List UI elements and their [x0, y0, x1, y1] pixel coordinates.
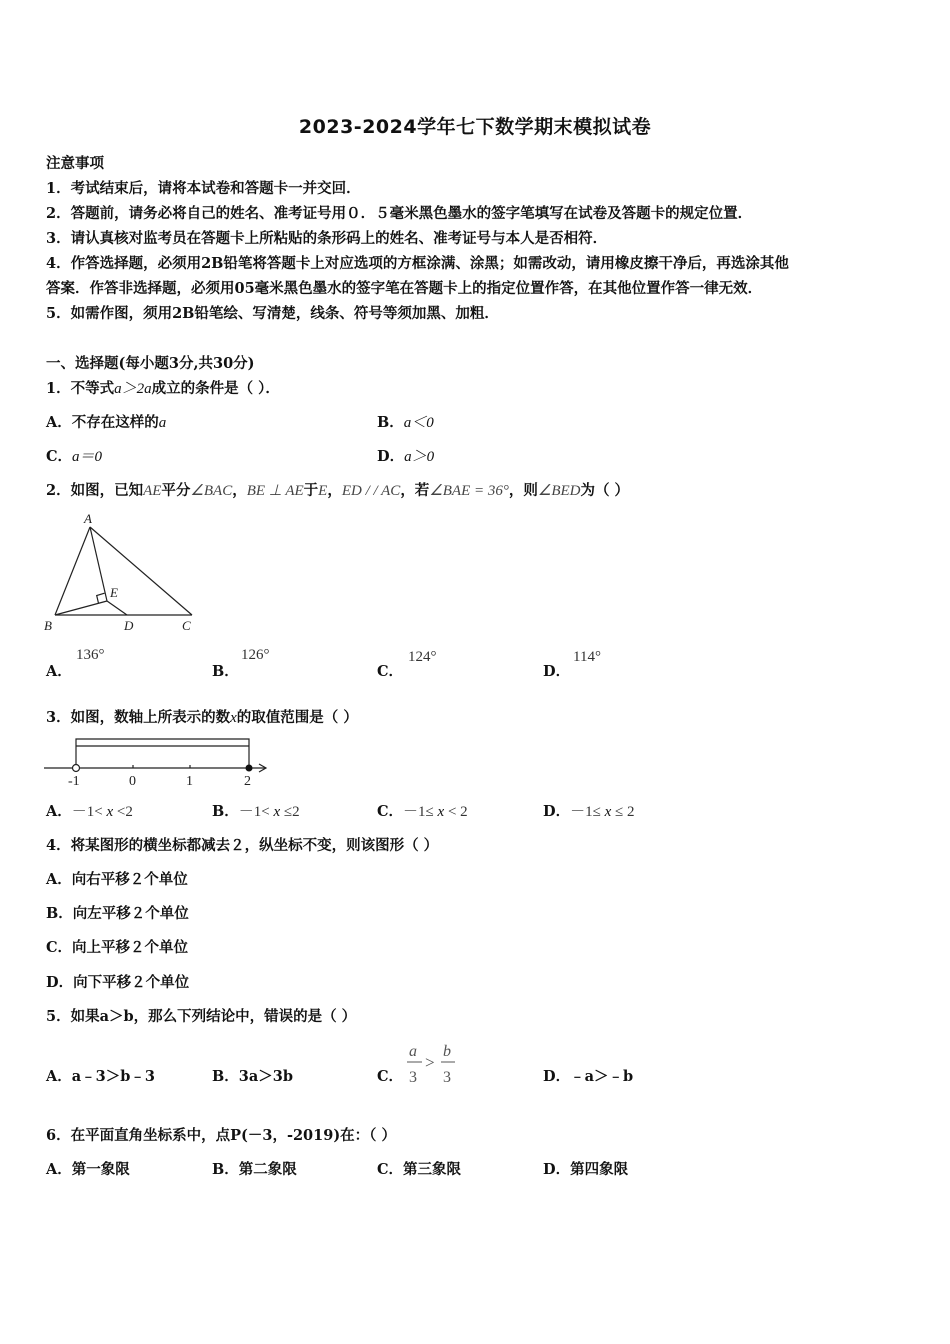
q2-option-a-value: 136°: [76, 647, 105, 663]
closed-circle: [246, 765, 253, 772]
q2-option-d-value: 114°: [573, 649, 601, 665]
q6-option-b[interactable]: B．第二象限: [212, 1161, 297, 1178]
fraction-denominator: 3: [443, 1069, 451, 1086]
q6-option-d[interactable]: D．第四象限: [543, 1161, 629, 1178]
notice-item: 4．作答选择题，必须用2B铅笔将答题卡上对应选项的方框涂满、涂黑；如需改动，请用橡皮擦干净后，再选涂其他: [46, 255, 789, 272]
segment-ae: [90, 527, 107, 601]
question-5-stem: 5．如果a＞b，那么下列结论中，错误的是（ ）: [46, 1008, 357, 1025]
q6-option-a[interactable]: A．第一象限: [46, 1161, 130, 1178]
q3-option-d[interactable]: D．－1≤ x ≤ 2: [543, 803, 635, 820]
notice-item: 2．答题前，请务必将自己的姓名、准考证号用０．５毫米黑色墨水的签字笔填写在试卷及答题卡的规定位置．: [46, 205, 753, 222]
triangle-figure: [40, 508, 210, 636]
q5-option-d[interactable]: D．﹣a＞﹣b: [543, 1068, 634, 1085]
greater-than-sign: >: [425, 1053, 435, 1072]
q1-option-d[interactable]: D．a＞0: [377, 448, 435, 465]
segment-ab: [55, 527, 90, 615]
q5-option-a[interactable]: A．a﹣3＞b﹣3: [46, 1068, 155, 1085]
page-title: 2023-2024学年七下数学期末模拟试卷: [298, 116, 652, 138]
range-bracket: [76, 739, 249, 765]
q5-option-b[interactable]: B．3a＞3b: [212, 1068, 293, 1085]
question-1-stem: 1．不等式a＞2a成立的条件是（ ）．: [46, 380, 280, 397]
q5-option-c[interactable]: C．: [377, 1068, 404, 1085]
q2-option-c[interactable]: C．: [377, 663, 404, 680]
label-a: A: [84, 511, 92, 526]
fraction-inequality: [403, 1038, 465, 1088]
q1-expression: a＞2a: [114, 381, 152, 397]
q4-option-c[interactable]: C．向上平移２个单位: [46, 939, 189, 956]
segment-ed: [107, 601, 127, 615]
number-line-figure: [40, 732, 275, 788]
q2-option-b-value: 126°: [241, 647, 270, 663]
q6-option-c[interactable]: C．第三象限: [377, 1161, 462, 1178]
q4-option-d[interactable]: D．向下平移２个单位: [46, 974, 190, 991]
label-b: B: [44, 618, 52, 633]
tick-label: 0: [129, 774, 136, 788]
q1-option-c[interactable]: C．a＝0: [46, 448, 103, 465]
notice-item: 5．如需作图，须用2B铅笔绘、写清楚，线条、符号等须加黑、加粗．: [46, 305, 499, 322]
q4-option-a[interactable]: A．向右平移２个单位: [46, 871, 188, 888]
notice-item: 3．请认真核对监考员在答题卡上所粘贴的条形码上的姓名、准考证号与本人是否相符．: [46, 230, 608, 247]
q1-option-b[interactable]: B．a＜0: [377, 414, 434, 431]
q1-option-a[interactable]: A．不存在这样的a: [46, 414, 167, 431]
fraction-numerator-b: b: [443, 1043, 451, 1060]
label-c: C: [182, 618, 191, 633]
question-2-stem: 2．如图，已知AE平分∠BAC，BE ⊥ AE于E，ED / / AC，若∠BAE = 36°，则∠BED为（ ）: [46, 482, 630, 499]
question-6-stem: 6．在平面直角坐标系中，点P(－3，-2019)在：（ ）: [46, 1127, 396, 1144]
tick-label: 1: [186, 774, 193, 788]
q4-option-b[interactable]: B．向左平移２个单位: [46, 905, 189, 922]
section-heading: 一、选择题(每小题3分,共30分): [46, 355, 255, 372]
question-4-stem: 4．将某图形的横坐标都减去２，纵坐标不变，则该图形（ ）: [46, 837, 439, 854]
q3-option-c[interactable]: C．－1≤ x < 2: [377, 803, 468, 820]
q3-option-b[interactable]: B．－1< x ≤2: [212, 803, 300, 820]
question-3-stem: 3．如图，数轴上所表示的数x的取值范围是（ ）: [46, 709, 358, 726]
tick-label: 2: [244, 774, 251, 788]
notice-heading: 注意事项: [46, 155, 104, 172]
fraction-numerator-a: a: [409, 1043, 417, 1060]
label-d: D: [124, 618, 134, 633]
notice-item: 1．考试结束后，请将本试卷和答题卡一并交回．: [46, 180, 361, 197]
q2-option-d[interactable]: D．: [543, 663, 571, 680]
notice-item: 答案．作答非选择题，必须用05毫米黑色墨水的签字笔在答题卡上的指定位置作答，在其他位置作答一律无效．: [46, 280, 763, 297]
q3-option-a[interactable]: A．－1< x <2: [46, 803, 133, 820]
q2-option-b[interactable]: B．: [212, 663, 239, 680]
tick-label: -1: [68, 774, 80, 788]
fraction-denominator: 3: [409, 1069, 417, 1086]
segment-be: [55, 601, 107, 615]
open-circle: [73, 765, 80, 772]
label-e: E: [110, 585, 118, 600]
q2-option-a[interactable]: A．: [46, 663, 72, 680]
q2-option-c-value: 124°: [408, 649, 437, 665]
